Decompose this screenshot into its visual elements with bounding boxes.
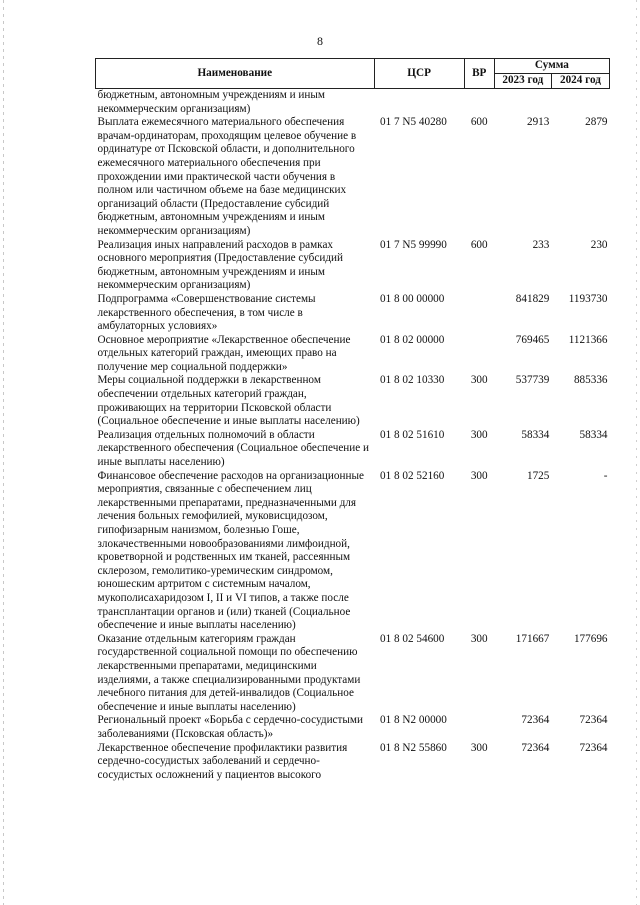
- table-row: [96, 714, 610, 741]
- row-sum-2023: 72364: [521, 741, 550, 754]
- row-vr: 300: [470, 469, 488, 482]
- row-vr: 600: [470, 116, 488, 129]
- row-sum-2023: 2913: [526, 116, 550, 129]
- row-csr: 01 8 02 52160: [380, 469, 445, 482]
- row-sum-2023: [494, 89, 551, 117]
- row-csr: 01 8 02 10330: [380, 374, 445, 387]
- row-csr: [374, 89, 464, 117]
- table-row: [96, 89, 610, 117]
- row-name: Лекарственное обеспечение профилактики развития сердечно-сосудистых заболеваний и сердечно-сосудистых осложнений у пациентов высокого: [97, 741, 348, 781]
- row-name: Финансовое обеспечение расходов на организационные мероприятия, связанные с обеспечением лиц лекарственными препаратами, предназначенными для лечения больных гемофилией, муковисцидозом, гипофизарным нанизмом, болезнью Гоше, злокачественными новообразованиями лимфоидной, кроветворной и родственных им тканей, рассеянным склерозом, гемолитико-уремическим синдромом, юношеским артритом с системным началом, мукополисахаридозом I, II и VI типов, а также после трансплантации органов и (или) тканей (Социальное обеспечение и иные выплаты населению): [97, 469, 364, 632]
- row-name: Реализация отдельных полномочий в области лекарственного обеспечения (Социальное обеспечение и иные выплаты населению): [97, 428, 370, 469]
- table-row: [96, 374, 610, 428]
- page-number: 8: [317, 34, 323, 48]
- header-name: Наименование: [96, 59, 375, 89]
- row-vr: [464, 89, 494, 117]
- row-sum-2024: 58334: [579, 428, 608, 441]
- row-sum-2024: -: [603, 469, 608, 482]
- row-vr: 300: [470, 741, 488, 754]
- row-csr: 01 8 N2 55860: [380, 741, 447, 754]
- row-sum-2024: 177696: [573, 632, 608, 645]
- row-vr: 600: [470, 238, 488, 251]
- row-sum-2023: 171667: [515, 632, 550, 645]
- row-sum-2023: 58334: [521, 428, 550, 441]
- table-row: [96, 293, 610, 334]
- row-sum-2024: 1121366: [568, 333, 608, 346]
- budget-table: [95, 58, 610, 782]
- row-name: Меры социальной поддержки в лекарственном обеспечении отдельных категорий граждан, проживающих на территории Псковской области (Социальное обеспечение и иные выплаты населению): [97, 374, 360, 428]
- row-sum-2024: 72364: [579, 714, 608, 727]
- table-row: [96, 470, 610, 633]
- table-row: [96, 633, 610, 715]
- row-csr: 01 8 02 51610: [380, 428, 445, 441]
- row-sum-2024: [551, 89, 609, 117]
- row-name: Реализация иных направлений расходов в рамках основного мероприятия (Предоставление субсидий бюджетным, автономным учреждениям и иным некоммерческим организациям): [97, 238, 343, 292]
- table-row: [96, 334, 610, 375]
- row-name: Оказание отдельным категориям граждан государственной социальной помощи по обеспечению лекарственными препаратами, медицинскими изделиями, а также специализированными продуктами лечебного питания для детей-инвалидов (Социальное обеспечение и иные выплаты населению): [97, 632, 361, 713]
- row-sum-2024: 2879: [585, 116, 608, 129]
- row-name: Подпрограмма «Совершенствование системы лекарственного обеспечения, в том числе в амбулаторных условиях»: [97, 292, 316, 333]
- row-sum-2023: 1725: [526, 469, 550, 482]
- row-name: Основное мероприятие «Лекарственное обеспечение отдельных категорий граждан, имеющих право на получение мер социальной поддержки»: [97, 333, 351, 373]
- table-row: [96, 429, 610, 470]
- row-sum-2023: 72364: [521, 714, 550, 727]
- row-sum-2023: 233: [532, 238, 550, 251]
- row-sum-2024: 72364: [579, 741, 608, 754]
- header-vr: ВР: [464, 59, 494, 89]
- row-csr: 01 8 02 54600: [380, 632, 445, 645]
- row-sum-2023: 537739: [515, 374, 550, 387]
- row-vr: [464, 334, 494, 375]
- row-csr: 01 8 02 00000: [380, 333, 445, 346]
- row-vr: [464, 293, 494, 334]
- row-csr: 01 7 N5 40280: [380, 116, 447, 129]
- table-row: [96, 116, 610, 238]
- scan-edge-left: [3, 0, 4, 905]
- header-sum: Сумма: [494, 59, 609, 74]
- row-sum-2024: 230: [590, 238, 608, 251]
- row-csr: 01 7 N5 99990: [380, 238, 447, 251]
- header-csr: ЦСР: [374, 59, 464, 89]
- scan-edge-right: [636, 0, 637, 905]
- row-sum-2023: 769465: [515, 333, 550, 346]
- table-row: [96, 742, 610, 783]
- row-vr: 300: [470, 632, 488, 645]
- header-year-2024: 2024 год: [551, 74, 609, 89]
- table-row: [96, 239, 610, 293]
- row-csr: 01 8 00 00000: [380, 292, 445, 305]
- row-sum-2023: 841829: [515, 292, 550, 305]
- row-name: Выплата ежемесячного материального обеспечения врачам-ординаторам, проходящим целевое обучение в ординатуре от Псковской области, и дополнительного ежемесячного материального обеспечения при прохождении ими практической части обучения в полном или частичном объеме на базе медицинских организаций области (Предоставление субсидий бюджетным, автономным учреждениям и иным некоммерческим организациям): [97, 116, 357, 237]
- row-vr: [464, 714, 494, 741]
- row-name: бюджетным, автономным учреждениям и иным некоммерческим организациям): [97, 89, 325, 115]
- row-name: Региональный проект «Борьба с сердечно-сосудистыми заболеваниями (Псковская область)»: [97, 714, 363, 740]
- row-sum-2024: 1193730: [568, 292, 608, 305]
- row-vr: 300: [470, 428, 488, 441]
- row-vr: 300: [470, 374, 488, 387]
- header-year-2023: 2023 год: [494, 74, 551, 89]
- row-sum-2024: 885336: [573, 374, 608, 387]
- row-csr: 01 8 N2 00000: [380, 714, 447, 727]
